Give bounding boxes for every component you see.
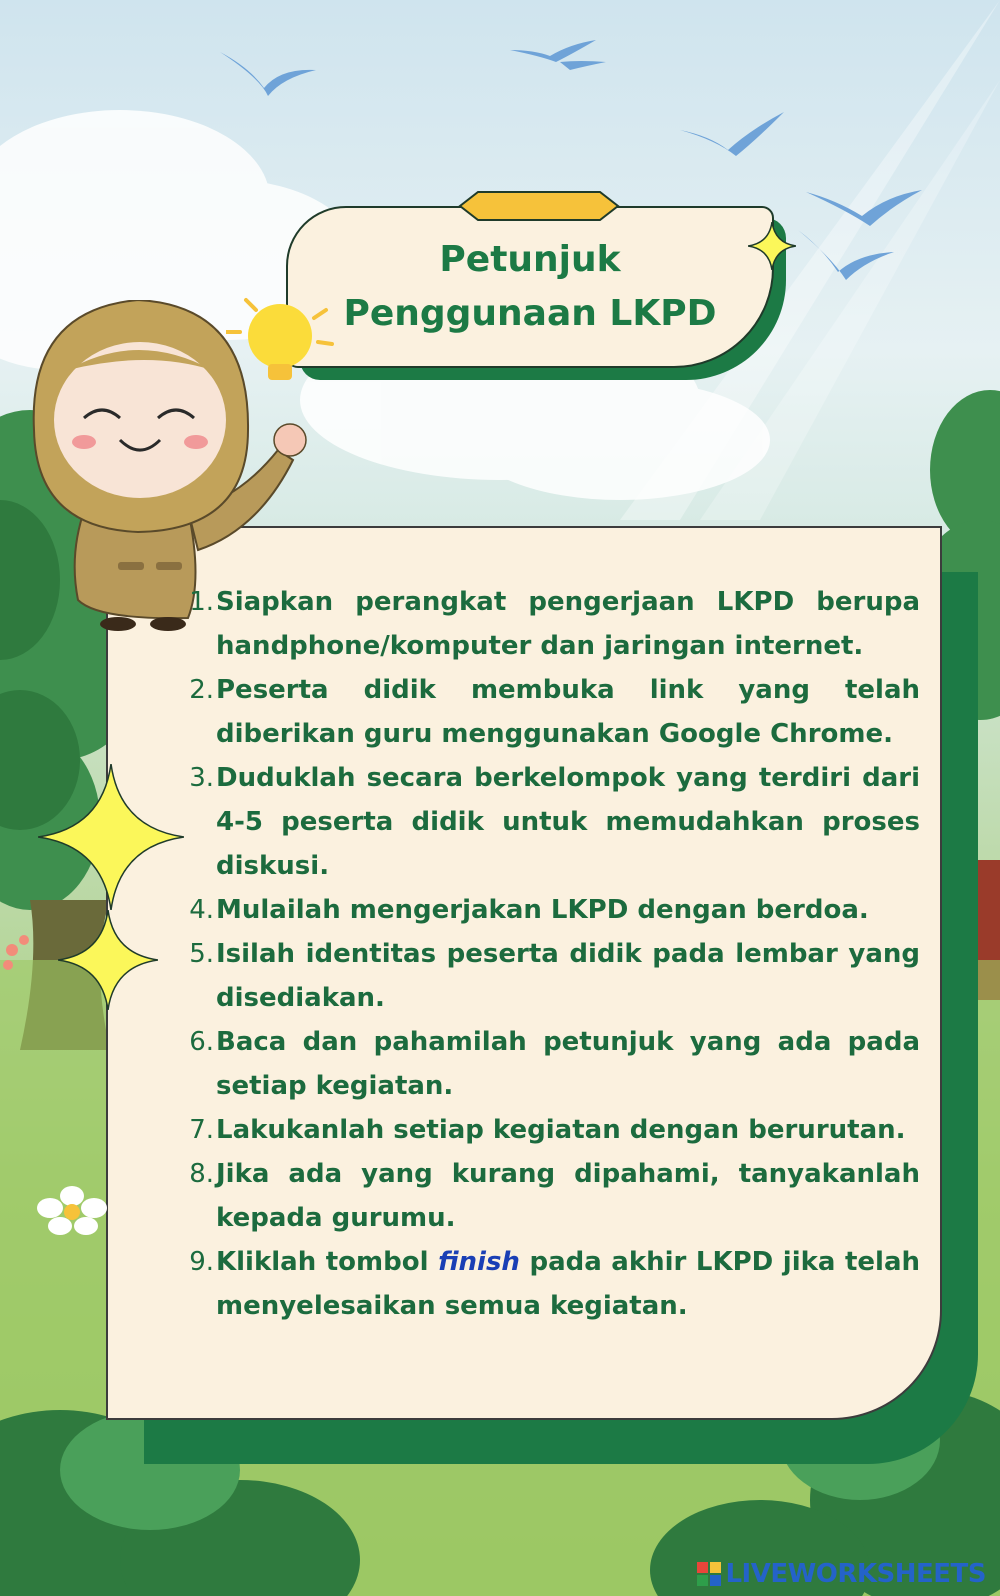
- list-item: [180, 932, 920, 1020]
- list-item: [180, 1108, 920, 1152]
- list-item-text: Mulailah mengerjakan LKPD dengan berdoa.: [216, 895, 869, 925]
- bird-icon: [510, 38, 610, 72]
- list-item-text: [214, 1240, 920, 1328]
- sparkle-icon: [58, 910, 158, 1010]
- list-item-text: Siapkan perangkat pengerjaan LKPD berupa handphone/komputer dan jaringan internet.: [216, 587, 920, 661]
- list-item-text: Duduklah secara berkelompok yang terdiri dari 4-5 peserta didik untuk memudahkan proses diskusi.: [216, 763, 920, 881]
- list-item-text-before: Kliklah tombol: [216, 1247, 439, 1277]
- list-item-text: Isilah identitas peserta didik pada lembar yang disediakan.: [216, 939, 920, 1013]
- list-item-number: 9.: [189, 1247, 214, 1277]
- bird-icon: [220, 48, 320, 104]
- liveworksheets-watermark: [697, 1558, 986, 1590]
- list-item-number: 1.: [189, 587, 214, 617]
- list-item: [180, 668, 920, 756]
- list-item: [180, 1152, 920, 1240]
- list-item: [180, 756, 920, 888]
- list-item: [180, 888, 920, 932]
- list-item-number: 6.: [189, 1027, 214, 1057]
- list-item-text: Lakukanlah setiap kegiatan dengan berurutan.: [216, 1115, 906, 1145]
- sparkle-icon: [748, 222, 796, 270]
- list-item-text: Peserta didik membuka link yang telah diberikan guru menggunakan Google Chrome.: [216, 675, 920, 749]
- flower-icon: [36, 1186, 108, 1236]
- bird-icon: [798, 228, 898, 282]
- list-item: [180, 1240, 920, 1328]
- list-item-number: 7.: [189, 1115, 214, 1145]
- list-item: [180, 1020, 920, 1108]
- finish-keyword: finish: [438, 1247, 520, 1277]
- list-item-number: 4.: [189, 895, 214, 925]
- watermark-text: LIVEWORKSHEETS: [725, 1559, 986, 1589]
- bird-icon: [680, 110, 790, 158]
- bird-icon: [806, 186, 926, 232]
- instruction-list: [180, 580, 920, 1328]
- list-item-text: Baca dan pahamilah petunjuk yang ada pada setiap kegiatan.: [216, 1027, 920, 1101]
- title-banner: [286, 206, 774, 368]
- list-item-number: 5.: [189, 939, 214, 969]
- list-item-text: Jika ada yang kurang dipahami, tanyakanlah kepada gurumu.: [216, 1159, 920, 1233]
- list-item-number: 3.: [189, 763, 214, 793]
- list-item: [180, 580, 920, 668]
- sparkle-icon: [38, 764, 184, 910]
- page-title-line2: Penggunaan LKPD: [343, 293, 717, 334]
- page-title-line1: Petunjuk: [439, 239, 621, 280]
- title-tab-decoration: [458, 190, 620, 222]
- list-item-number: 8.: [189, 1159, 214, 1189]
- list-item-text-after: pada akhir LKPD jika telah menyelesaikan semua kegiatan.: [216, 1247, 920, 1321]
- liveworksheets-logo-icon: [697, 1562, 721, 1586]
- list-item-number: 2.: [189, 675, 214, 705]
